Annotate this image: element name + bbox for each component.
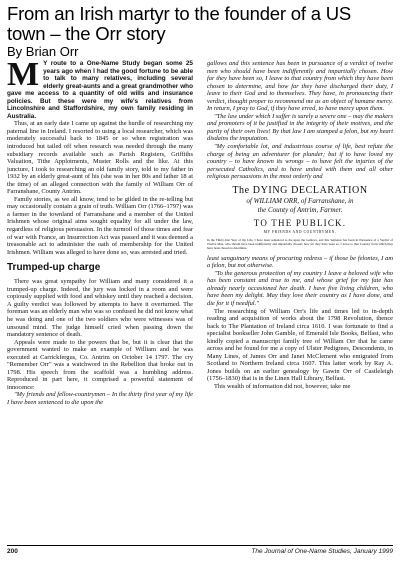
quote-paragraph: "To the generous protection of my country I leave a beloved wife who has been constant and true to me, and whose grief for my fate has already nearly occasioned her death. I have five living children, who have been my delight. May they love their country as I have done, and die for it if needful." (207, 269, 393, 307)
body-paragraph: There was great sympathy for William and many considered it a trumped-up charge. Indeed, the jury was locked in a room and were copiously supplied with food and whiskey until they reached a decision. A guilty verdict was followed by attempts to have it overturned. The foreman was an elderly man who was so confused he did not know what he was doing and one of the two soldiers who were witnesses was of unsound mind. The judge himself cried when passing down the mandatory sentence of death. (7, 278, 193, 339)
quote-paragraph: gallows and this sentence has been in pursuance of a verdict of twelve men who should have been indifferently and impartially chosen. How far they have been so, I leave to that country from which they have been chosen to determine, and how far they have discharged their duty, I leave to their God and to themselves. They have, in pronouncing their verdict, thought proper to recommend me as an object of humane mercy. In return, I pray to God, if they have erred, to have mercy upon them. (207, 60, 393, 113)
body-paragraph: The researching of William Orr's life and times led to in-depth reading and acquisition of works about the 1798 Revolution, thence back to The Plantation of Ireland circa 1610. I was fortunate to find a specialist bookseller John Gamble, of Emerald Isle Books, Belfast, who kindly copied a manuscript family tree of William Orr that he came across and he found for me a copy of Ulster Pedigrees, Descendents, in Many Lines, of James Orr and Janet McClement who emigrated from Scotland to Northern Ireland circa 1607. This latter work by Ray A. Jones builds on an earlier genealogy by Gawin Orr of Castleleigh (1756–1830) that is in the Linen Hall Library, Belfast. (207, 307, 393, 383)
article-byline: By Brian Orr (7, 44, 79, 59)
section-subhead: Trumped-up charge (7, 262, 101, 274)
quote-paragraph: "My friends and fellow-countrymen – In the thirty first year of my life I have been sentenced to die upon the (7, 391, 193, 406)
body-paragraph: Family stories, as we all know, tend to be gilded in the re-telling but may occasionally contain a grain of truth. William Orr (1766–1797) was a farmer in the townland of Farranshane and a member of the United Irishmen whose original aims sought equality for all under the law, regardless of religious persuasion. In the turmoil of those times and fear of war with France, an Insurrection Act was passed and it was deemed a treasonable act to administer the oath of membership for the United Irishmen. William was alleged to have done so, was arrested and tried. (7, 195, 193, 256)
body-paragraph: Thus, at an early date I came up against the hurdle of researching my paternal line in Ireland. I resorted to using a local researcher, which was moderately successful back to 1845 or so when registration was introduced but tailed off when research was needed through the many subsidiary records available such as Parish Registers, Griffiths Valuation, Tithe Applotments, Muster Rolls and the like. At this juncture, I took to researching an old family story, told to my father in 1932 by an elderly great-aunt of his (she was in her 80s and father 18 at the time) of an alleged connection with the family of William Orr of Farranshane, County Antrim. (7, 120, 193, 196)
journal-name: The Journal of One-Name Studies, January 1999 (251, 548, 393, 555)
declaration-heading: TO THE PUBLICK. (253, 217, 347, 228)
declaration-salutation: MY FRIENDS AND COUNTRYMEN, (263, 229, 337, 234)
lead-text: Y route to a One-Name Study began some 25 years ago when I had the good fortune to be able to talk to many relatives, including several elderly great-aunts and a great grandmother who gave me access to a quantity of old wills and insurance policies. But these were my wife's relatives from Lincolnshire and Staffordshire, my own family residing in Australia. (7, 60, 193, 120)
declaration-subtitle: of WILLIAM ORR, of Farranshane, in (246, 196, 354, 205)
quote-paragraph: least sanguinary means of procuring redress – if those be felonies, I am a felon, but not otherwise. (207, 254, 393, 270)
article-title: From an Irish martyr to the founder of a US town – the Orr story (7, 3, 352, 44)
declaration-subtitle: the County of Antrim, Farmer. (257, 205, 343, 214)
footer-rule (7, 545, 393, 546)
body-paragraph: Appeals were made to the powers that be, but it is clear that the government wanted to make an example of William and he was executed at Carrickfergus, Co. Antrim on October 14 1797. The cry "Remember Orr" was a watchword in the Rebellion that broke out in 1798. His speech from the scaffold was a humbling address. Reproduced in part here, it comprised a powerful statement of innocence: (7, 338, 193, 391)
lead-paragraph (7, 56, 193, 120)
quote-paragraph: "My comfortable lot, and industrious course of life, best refute the charge of being an adventurer for plunder; but if to have loved my country – to have known its wrongs – to have felt the injuries of the persecuted Catholics, and to have united with them and all other religious persuasions in the most orderly and (207, 143, 393, 181)
body-paragraph: This wealth of information did not, however, take me (214, 382, 351, 390)
left-column (7, 56, 193, 407)
page-number: 200 (7, 548, 18, 555)
declaration-title: The DYING DECLARATION (232, 184, 368, 196)
dying-declaration-image (207, 185, 393, 251)
quote-paragraph: "The law under which I suffer is surely a severe one – may the makers and promoters of it be justified in the integrity of their motives, and the purity of their own lives! By that law I am stamped a felon, but my heart disdains the imputation. (207, 112, 393, 143)
declaration-fine-print: In the Thirty-first Year of my Life, I have been sentenced to die upon the Gallows, and this Sentence has been in Pursuance of a Verdict of Twelve Men, who should have been indifferently and impartially chosen; how far they have been so, I leave to that Country from which they have been chosen to determine. (207, 238, 393, 250)
right-column (207, 60, 393, 391)
dropcap: M (7, 56, 40, 93)
